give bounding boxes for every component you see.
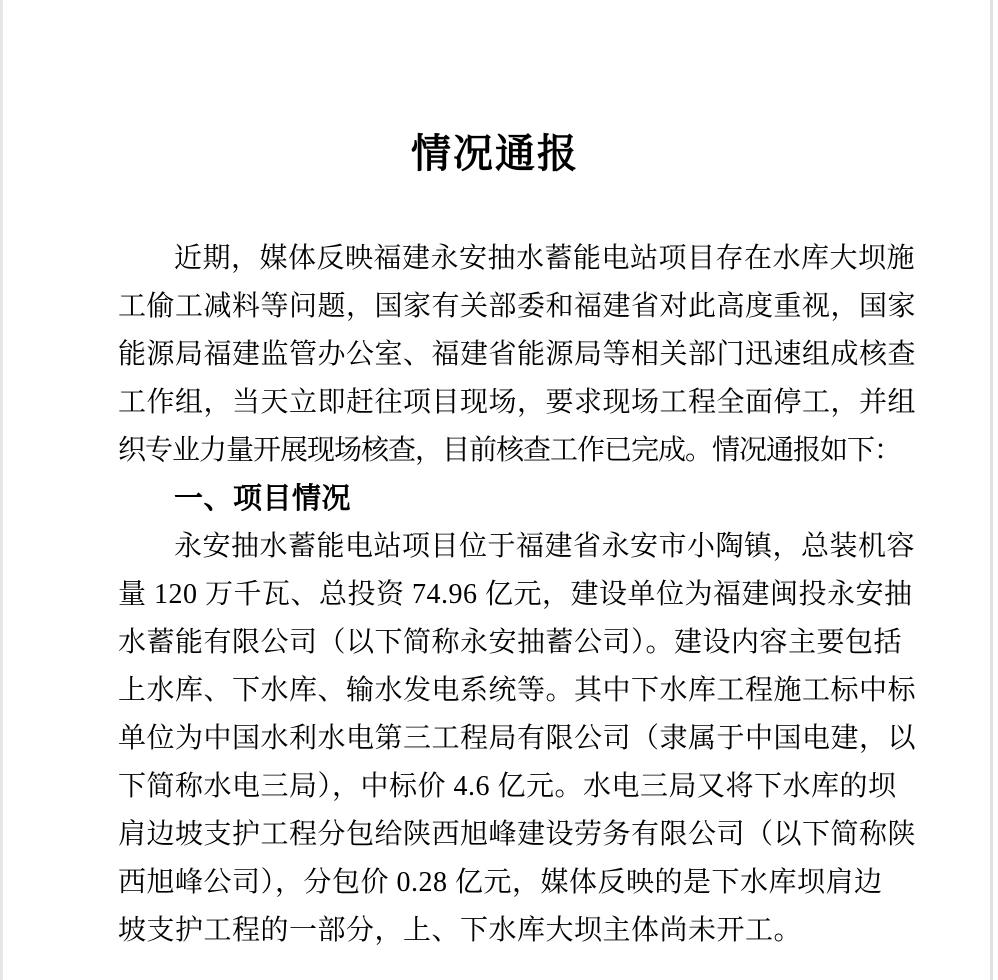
document-body — [118, 235, 918, 955]
paragraph1-line: 工作组，当天立即赶往项目现场，要求现场工程全面停工，并组 — [118, 387, 917, 418]
paragraph2-line: 下简称水电三局），中标价 4.6 亿元。水电三局又将下水库的坝 — [118, 771, 897, 802]
paragraph1-line: 能源局福建监管办公室、福建省能源局等相关部门迅速组成核查 — [118, 339, 917, 370]
paragraph2-line: 水蓄能有限公司（以下简称永安抽蓄公司）。建设内容主要包括 — [118, 627, 903, 658]
paragraph2-line: 单位为中国水利水电第三工程局有限公司（隶属于中国电建，以 — [118, 723, 917, 754]
paragraph1-line: 近期，媒体反映福建永安抽水蓄能电站项目存在水库大坝施 — [174, 243, 916, 274]
paragraph2-line: 上水库、下水库、输水发电系统等。其中下水库工程施工标中标 — [118, 675, 917, 706]
paragraph1-line: 织专业力量开展现场核查，目前核查工作已完成。情况通报如下： — [118, 435, 902, 466]
paragraph2-line: 永安抽水蓄能电站项目位于福建省永安市小陶镇，总装机容 — [174, 531, 916, 562]
paragraph2-line: 肩边坡支护工程分包给陕西旭峰建设劳务有限公司（以下简称陕 — [118, 819, 917, 850]
document-title: 情况通报 — [411, 131, 579, 176]
section1-heading: 一、项目情况 — [174, 483, 352, 515]
paragraph2-line: 坡支护工程的一部分，上、下水库大坝主体尚未开工。 — [118, 915, 803, 946]
paragraph2-line: 西旭峰公司），分包价 0.28 亿元，媒体反映的是下水库坝肩边 — [118, 867, 883, 898]
paragraph2-line: 量 120 万千瓦、总投资 74.96 亿元，建设单位为福建闽投永安抽 — [118, 579, 913, 610]
paragraph1-line: 工偷工减料等问题，国家有关部委和福建省对此高度重视，国家 — [118, 291, 917, 322]
page-edge-right — [990, 0, 993, 980]
